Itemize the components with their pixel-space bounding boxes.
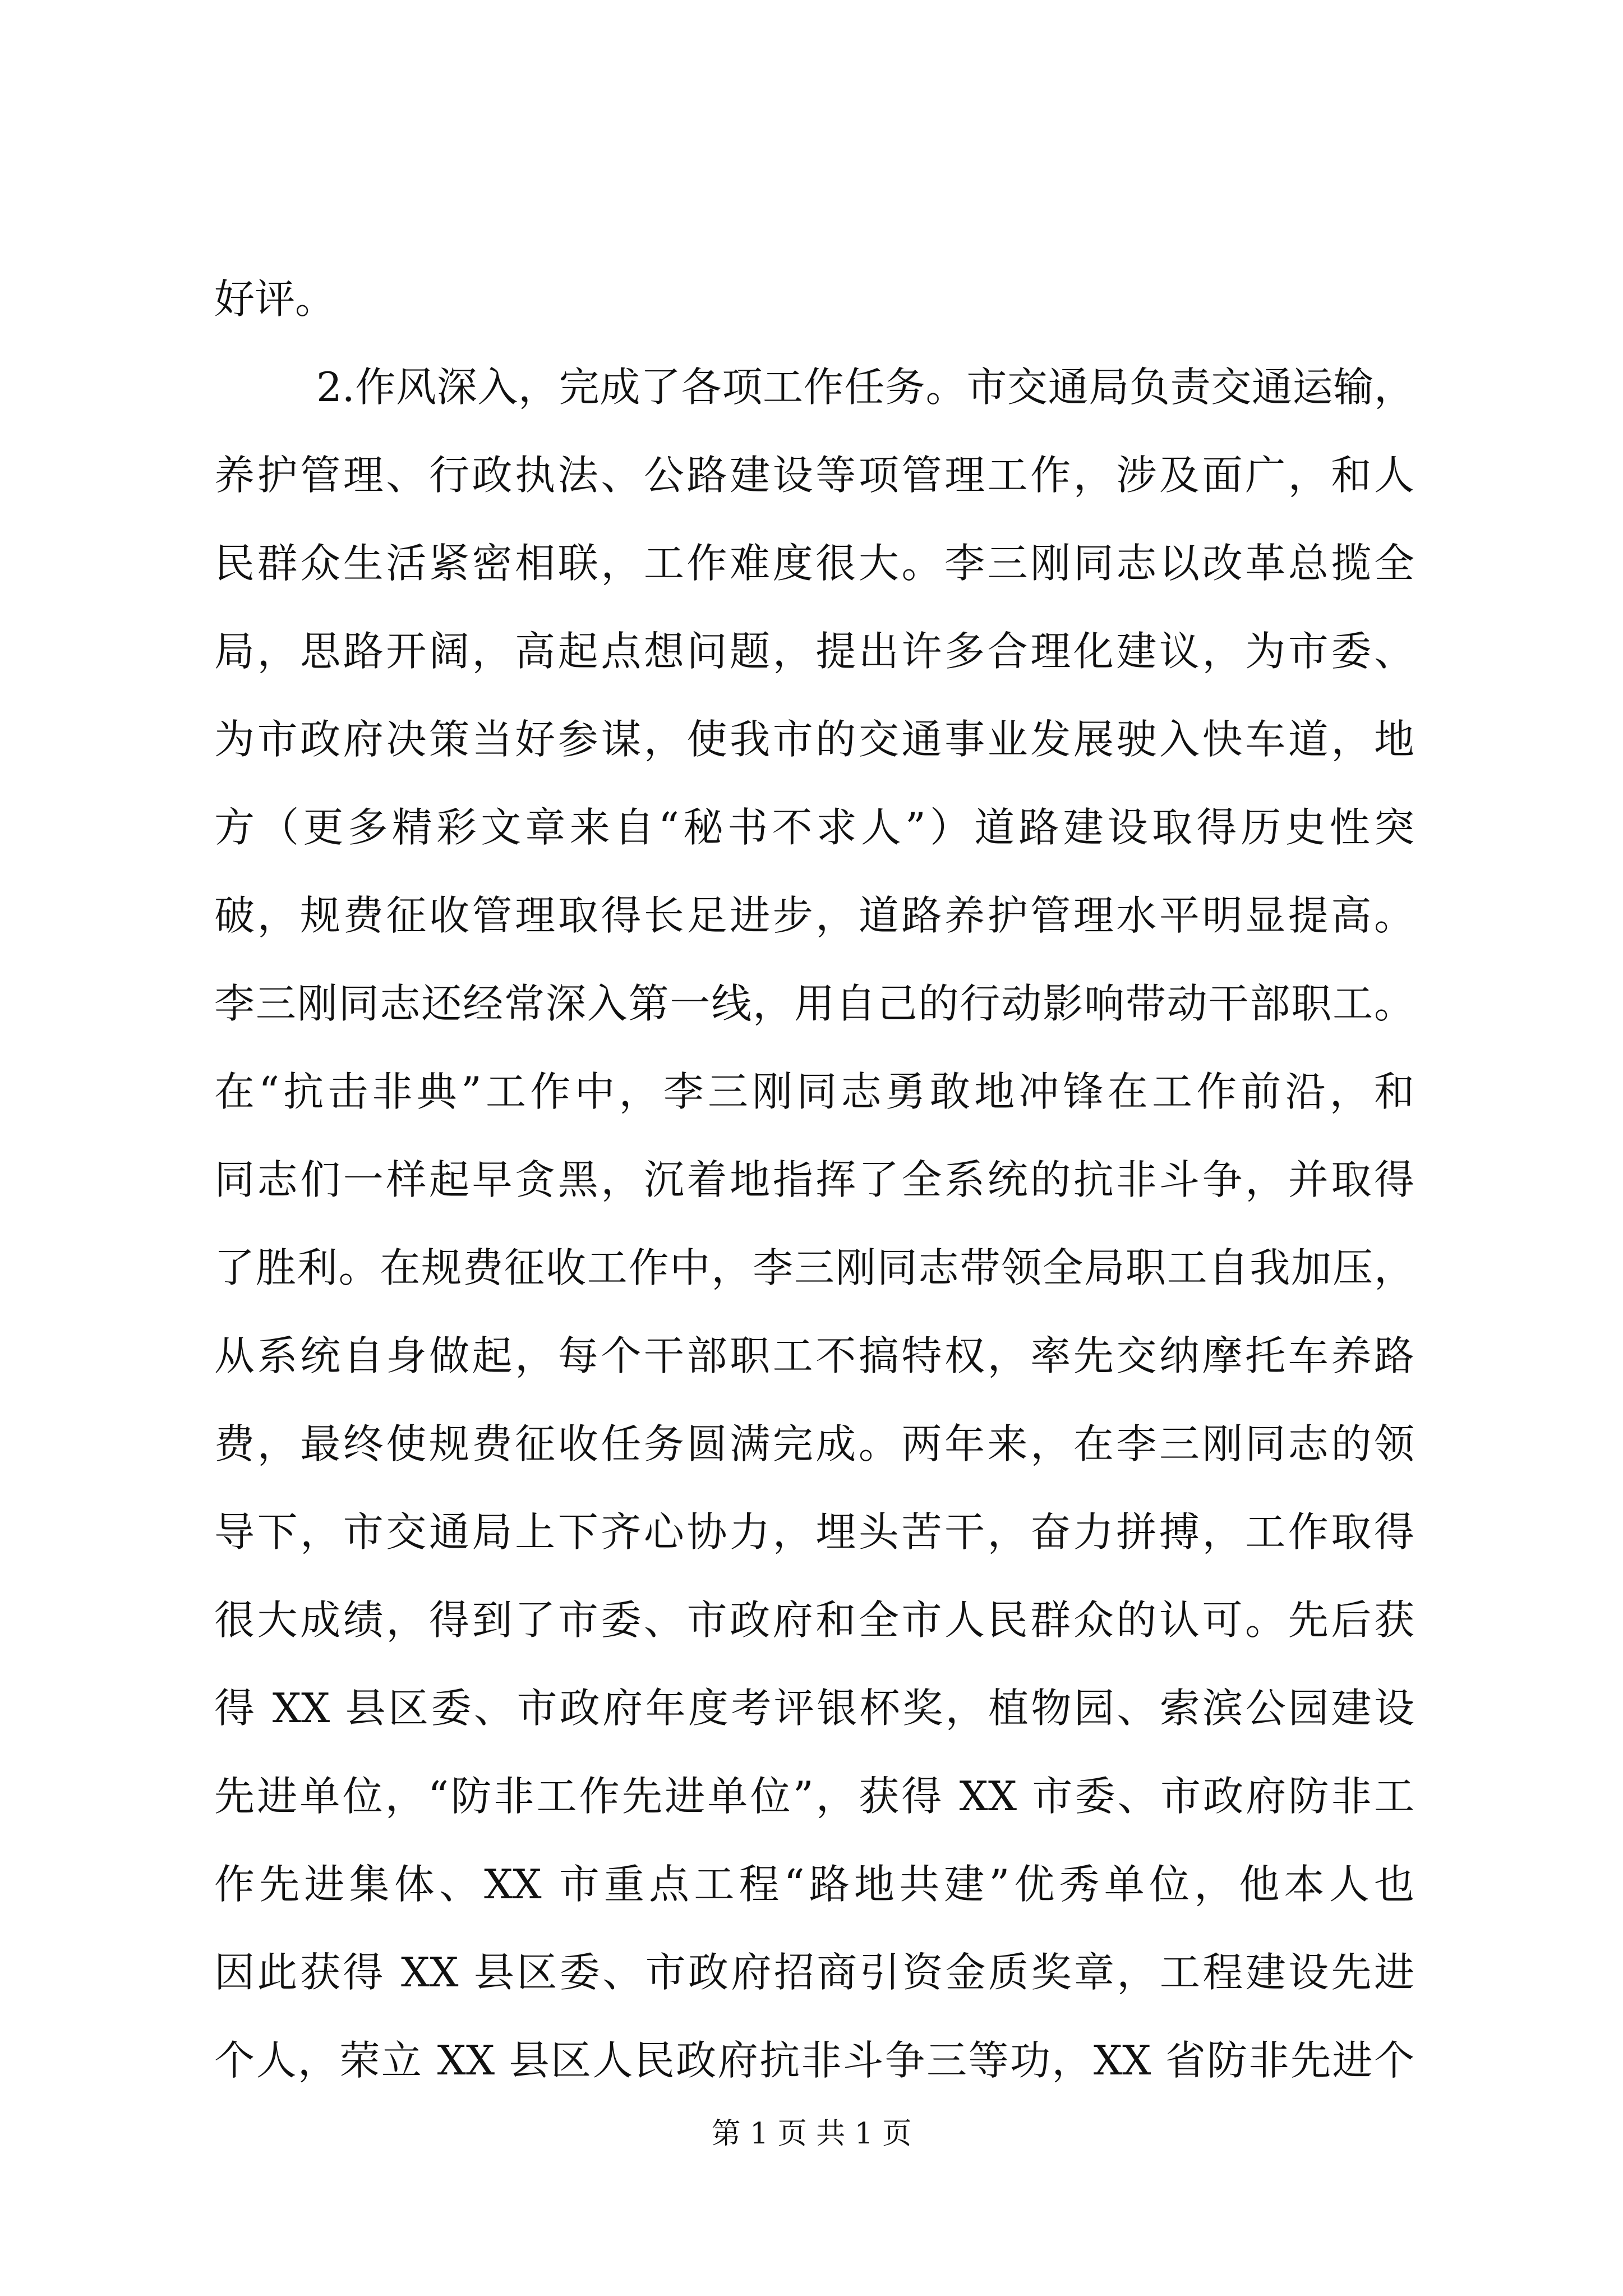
text-line: 个人，荣立 XX 县区人民政府抗非斗争三等功，XX 省防非先进个	[214, 2037, 1414, 2084]
text-line: 养护管理、行政执法、公路建设等项管理工作，涉及面广，和人	[214, 452, 1414, 499]
text-line: 好评。	[214, 275, 336, 323]
text-line: 得 XX 县区委、市政府年度考评银杯奖，植物园、索滨公园建设	[214, 1685, 1414, 1732]
text-line: 很大成绩，得到了市委、市政府和全市人民群众的认可。先后获	[214, 1596, 1414, 1644]
text-line: 局，思路开阔，高起点想问题，提出许多合理化建议，为市委、	[214, 628, 1414, 675]
page-number-label: 第 1 页 共 1 页	[711, 2117, 912, 2151]
text-line: 导下，市交通局上下齐心协力，埋头苦干，奋力拼搏，工作取得	[214, 1508, 1414, 1556]
body-text	[214, 255, 1414, 2105]
text-line: 因此获得 XX 县区委、市政府招商引资金质奖章，工程建设先进	[214, 1949, 1414, 1996]
text-line: 从系统自身做起，每个干部职工不搞特权，率先交纳摩托车养路	[214, 1332, 1414, 1379]
text-line: 为市政府决策当好参谋，使我市的交通事业发展驶入快车道，地	[214, 716, 1414, 763]
text-line: 先进单位，“防非工作先进单位”，获得 XX 市委、市政府防非工	[214, 1773, 1414, 1820]
text-line: 了胜利。在规费征收工作中，李三刚同志带领全局职工自我加压，	[214, 1244, 1414, 1291]
text-line: 破，规费征收管理取得长足进步，道路养护管理水平明显提高。	[214, 892, 1414, 939]
text-line: 在“抗击非典”工作中，李三刚同志勇敢地冲锋在工作前沿，和	[214, 1068, 1414, 1115]
text-line: 费，最终使规费征收任务圆满完成。两年来，在李三刚同志的领	[214, 1420, 1414, 1467]
text-line: 同志们一样起早贪黑，沉着地指挥了全系统的抗非斗争，并取得	[214, 1156, 1414, 1203]
page-footer	[0, 2111, 1623, 2156]
text-line: 民群众生活紧密相联，工作难度很大。李三刚同志以改革总揽全	[214, 540, 1414, 587]
text-line: 李三刚同志还经常深入第一线，用自己的行动影响带动干部职工。	[214, 980, 1414, 1027]
text-line: 方（更多精彩文章来自“秘书不求人”）道路建设取得历史性突	[214, 804, 1414, 851]
text-line: 作先进集体、XX 市重点工程“路地共建”优秀单位，他本人也	[214, 1861, 1414, 1908]
paragraph-first-line: 2.作风深入，完成了各项工作任务。市交通局负责交通运输，	[316, 364, 1414, 411]
